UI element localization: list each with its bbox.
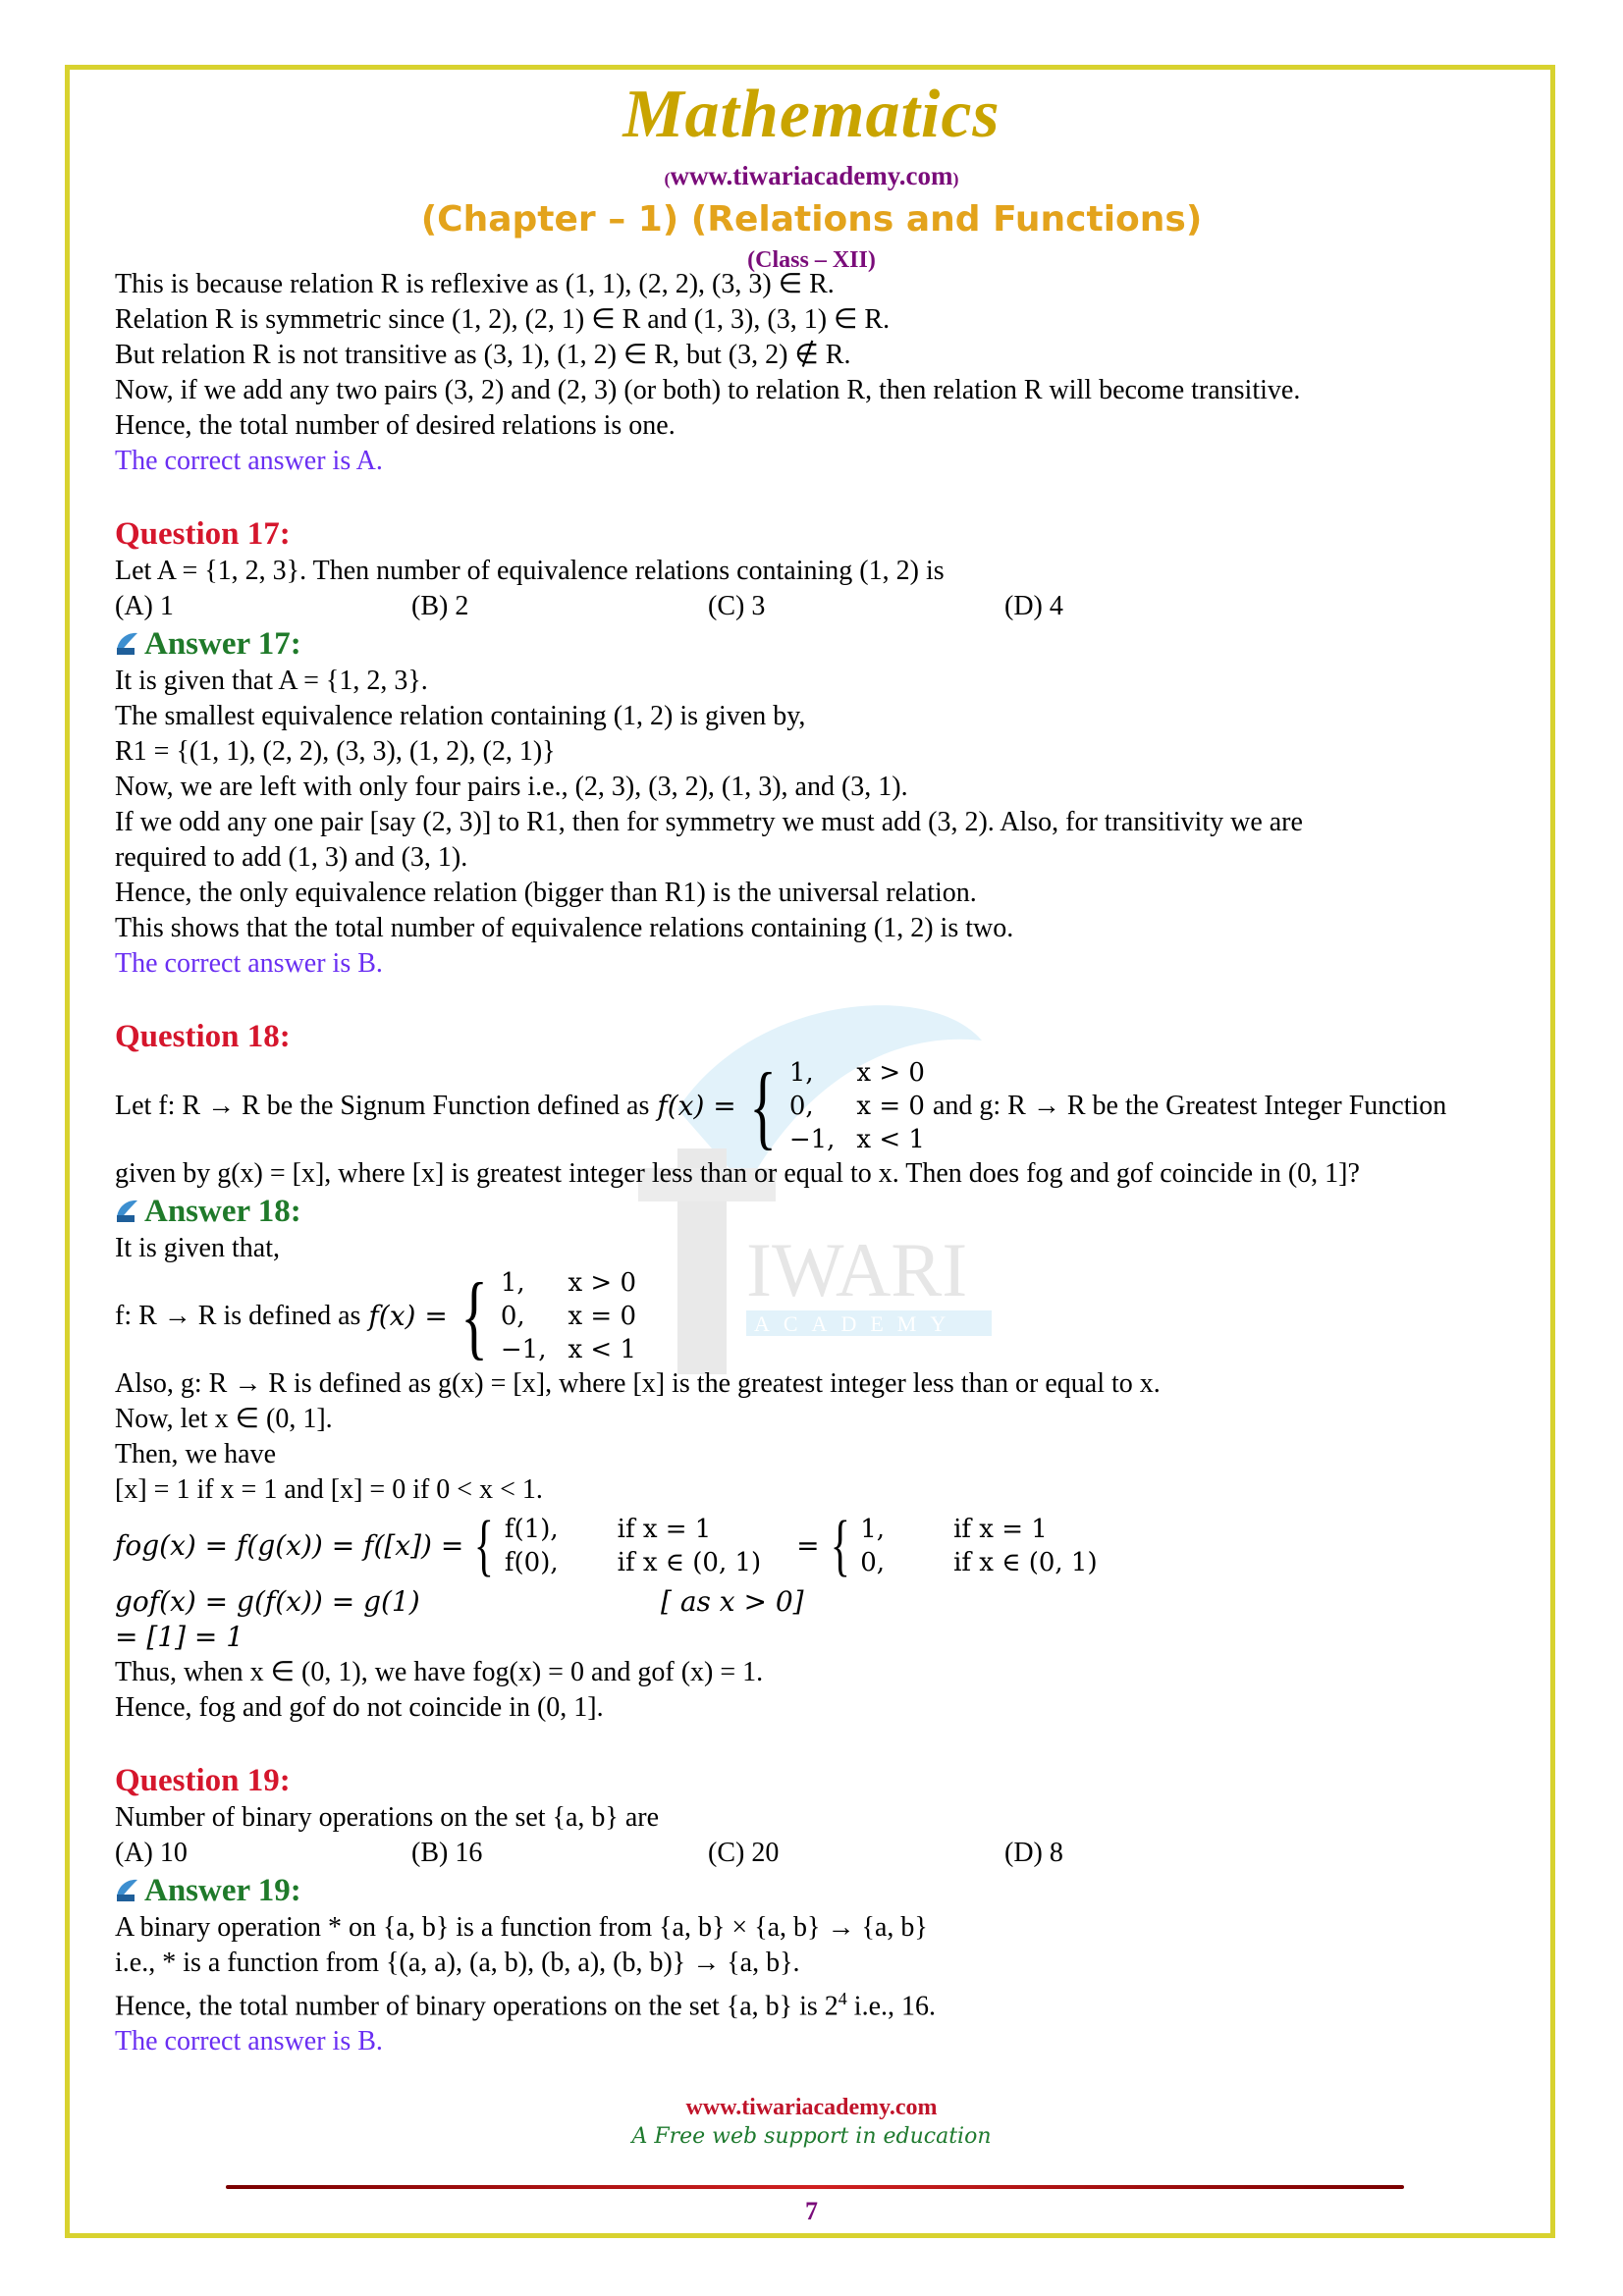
- header-site-open: (: [664, 169, 671, 188]
- option-a: (A) 10: [115, 1838, 188, 1868]
- leaf-logo-icon: [115, 630, 138, 656]
- text-line: But relation R is not transitive as (3, 1), (1, 2) ∈ R, but (3, 2) ∉ R.: [115, 340, 851, 370]
- f-def-pre: f: R → R is defined as: [115, 1301, 361, 1331]
- question-19: [115, 1761, 1529, 2059]
- text-line: Now, if we add any two pairs (3, 2) and (2, 3) (or both) to relation R, then relation R will become transitive.: [115, 375, 1301, 405]
- page-footer: [0, 2093, 1623, 2152]
- question-18: [115, 1017, 1529, 1726]
- answer-heading-text: Answer 17:: [144, 626, 301, 662]
- footer-site-link[interactable]: www.tiwariacademy.com: [685, 2095, 938, 2120]
- text-line: required to add (1, 3) and (3, 1).: [115, 842, 468, 873]
- text-line: This is because relation R is reflexive as (1, 1), (2, 2), (3, 3) ∈ R.: [115, 269, 835, 299]
- text-line: Hence, the total number of desired relations is one.: [115, 410, 676, 441]
- question-text: [115, 1053, 1529, 1158]
- gof-result: = [1] = 1: [115, 1621, 244, 1653]
- question-text: Number of binary operations on the set {a, b} are: [115, 1802, 660, 1833]
- text-line: Thus, when x ∈ (0, 1), we have fog(x) = 0 and gof (x) = 1.: [115, 1657, 764, 1687]
- options-row: [115, 1836, 1529, 1871]
- answer-heading: [115, 624, 1529, 664]
- option-a: (A) 1: [115, 591, 174, 621]
- text-line: Now, let x ∈ (0, 1].: [115, 1404, 333, 1434]
- text-line: Hence, fog and gof do not coincide in (0, 1].: [115, 1692, 604, 1723]
- question-heading: Question 18:: [115, 1019, 291, 1054]
- chapter-title: (Chapter – 1) (Relations and Functions): [420, 199, 1203, 240]
- answer-heading-text: Answer 19:: [144, 1873, 301, 1908]
- option-c: (C) 3: [708, 591, 766, 621]
- subject-title: Mathematics: [622, 77, 1001, 152]
- gof-lhs: gof(x) = g(f(x)) = g(1): [115, 1585, 420, 1618]
- option-d: (D) 8: [1004, 1838, 1063, 1868]
- q16-solution-tail: [115, 267, 1529, 479]
- text-line: It is given that A = {1, 2, 3}.: [115, 666, 428, 696]
- f-def-fx: f(x) =: [368, 1300, 448, 1332]
- leaf-logo-icon: [115, 1877, 138, 1902]
- correct-answer: The correct answer is A.: [115, 446, 383, 476]
- gof-equation: [115, 1584, 1529, 1620]
- text-line: Then, we have: [115, 1439, 277, 1469]
- option-b: (B) 2: [411, 591, 469, 621]
- question-17: [115, 514, 1529, 982]
- q18-text-pre: Let f: R → R be the Signum Function defined as: [115, 1091, 650, 1121]
- total-line: Hence, the total number of binary operations on the set {a, b} is $2^4$ i.e., 16.: [115, 1989, 937, 2022]
- text-line: Now, we are left with only four pairs i.e., (2, 3), (3, 2), (1, 3), and (3, 1).: [115, 772, 908, 802]
- answer-heading: [115, 1192, 1529, 1231]
- correct-answer: The correct answer is B.: [115, 2026, 383, 2057]
- header-site: [0, 159, 1623, 195]
- answer-heading: [115, 1871, 1529, 1910]
- text-line: [x] = 1 if x = 1 and [x] = 0 if 0 < x < 1.: [115, 1474, 543, 1505]
- watermark-sub: ACADEMY: [754, 1311, 960, 1336]
- options-row: [115, 589, 1529, 624]
- text-line: A binary operation * on {a, b} is a function from {a, b} × {a, b} → {a, b}: [115, 1912, 928, 1943]
- option-c: (C) 20: [708, 1838, 780, 1868]
- f-definition: [115, 1263, 1529, 1368]
- text-line: It is given that,: [115, 1233, 280, 1263]
- fog-lhs: fog(x) = f(g(x)) = f([x]) =: [115, 1529, 464, 1562]
- class-label: (Class – XII): [747, 247, 876, 273]
- signum-cases-answer: { 1, x > 0 0, x = 0 −1, x < 1: [460, 1263, 636, 1368]
- text-line: Relation R is symmetric since (1, 2), (2, 1) ∈ R and (1, 3), (3, 1) ∈ R.: [115, 304, 891, 335]
- question-text: Let A = {1, 2, 3}. Then number of equivalence relations containing (1, 2) is: [115, 556, 945, 586]
- text-line: This shows that the total number of equivalence relations containing (1, 2) is two.: [115, 913, 1014, 943]
- text-line: i.e., * is a function from {(a, a), (a, b), (b, a), (b, b)} → {a, b}.: [115, 1948, 800, 1978]
- option-b: (B) 16: [411, 1838, 483, 1868]
- text-line: The smallest equivalence relation containing (1, 2) is given by,: [115, 701, 806, 731]
- question-heading: Question 19:: [115, 1763, 291, 1798]
- leaf-logo-icon: [115, 1198, 138, 1223]
- footer-tagline: A Free web support in education: [631, 2124, 992, 2149]
- question-heading: Question 17:: [115, 516, 291, 552]
- gof-note: [ as x > 0]: [661, 1585, 804, 1618]
- header-site-link[interactable]: www.tiwariacademy.com: [670, 161, 953, 190]
- correct-answer: The correct answer is B.: [115, 948, 383, 979]
- signum-cases: { 1, x > 0 0, x = 0 −1, x < 1: [748, 1053, 925, 1158]
- page-content: [115, 267, 1529, 2059]
- header-site-close: ): [952, 169, 959, 188]
- fog-eq: =: [796, 1529, 820, 1562]
- question-text-2: given by g(x) = [x], where [x] is greatest integer less than or equal to x. Then does fog and gof coincide in (0, 1]?: [115, 1158, 1360, 1189]
- q18-fx: f(x) =: [657, 1090, 736, 1122]
- fog-cases: { f(1), if x = 1 f(0), if x ∈ (0, 1): [474, 1508, 762, 1583]
- page-number: 7: [805, 2197, 818, 2225]
- fog-cases-result: { 1, if x = 1 0, if x ∈ (0, 1): [830, 1508, 1098, 1583]
- answer-heading-text: Answer 18:: [144, 1194, 301, 1229]
- text-line: Also, g: R → R is defined as g(x) = [x], where [x] is the greatest integer less than or equal to x.: [115, 1368, 1161, 1399]
- text-line: If we odd any one pair [say (2, 3)] to R1, then for symmetry we must add (3, 2). Also, for transitivity we are: [115, 807, 1303, 837]
- footer-divider: [226, 2185, 1404, 2189]
- watermark-word: IWARI: [746, 1227, 968, 1312]
- page-header: [0, 71, 1623, 276]
- fog-equation: [115, 1508, 1529, 1584]
- text-line: Hence, the only equivalence relation (bigger than R1) is the universal relation.: [115, 878, 977, 908]
- option-d: (D) 4: [1004, 591, 1063, 621]
- q18-text-post: and g: R → R be the Greatest Integer Function: [932, 1091, 1447, 1121]
- text-line: R1 = {(1, 1), (2, 2), (3, 3), (1, 2), (2, 1)}: [115, 736, 556, 767]
